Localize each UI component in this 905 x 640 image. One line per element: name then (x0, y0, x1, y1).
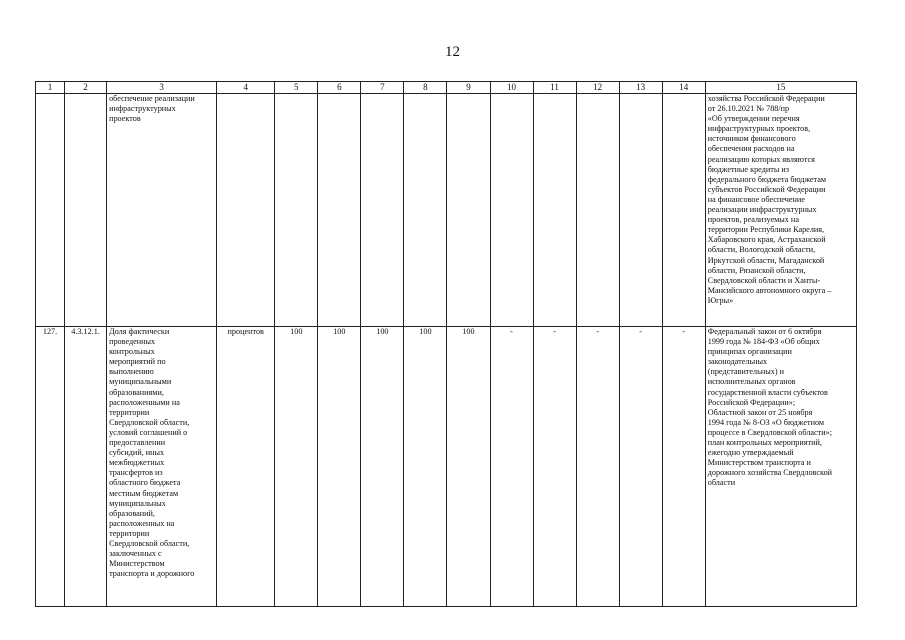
column-header: 4 (217, 82, 275, 94)
value-cell: - (619, 327, 662, 607)
column-header: 6 (318, 82, 361, 94)
unit-cell: процентов (217, 327, 275, 607)
indicator-table (35, 81, 857, 607)
value-cell (404, 94, 447, 327)
value-cell (662, 94, 705, 327)
value-cell: - (576, 327, 619, 607)
column-header: 9 (447, 82, 490, 94)
source-cell: хозяйства Российской Федерации от 26.10.2021 № 788/пр «Об утверждении перечня инфраструктурных проектов, источником финансового обеспечения расходов на реализацию которых являются бюджетные кредиты из федерального бюджета бюджетам субъектов Российской Федерации на финансовое обеспечение реализации инфраструктурных проектов, реализуемых на территории Республики Карелия, Хабаровского края, Астраханской области, Вологодской области, Иркутской области, Магаданской области, Рязанской области, Свердловской области и Ханты- Мансийского автономного округа – Югры» (705, 94, 856, 327)
value-cell: 100 (361, 327, 404, 607)
value-cell (619, 94, 662, 327)
column-header: 1 (36, 82, 65, 94)
column-header: 5 (275, 82, 318, 94)
header-row (36, 82, 857, 94)
column-header: 2 (65, 82, 107, 94)
column-header: 3 (107, 82, 217, 94)
value-cell (318, 94, 361, 327)
column-header: 13 (619, 82, 662, 94)
value-cell: - (662, 327, 705, 607)
unit-cell (217, 94, 275, 327)
table-row (36, 327, 857, 607)
column-header: 10 (490, 82, 533, 94)
value-cell (576, 94, 619, 327)
value-cell (533, 94, 576, 327)
value-cell: - (490, 327, 533, 607)
column-header: 7 (361, 82, 404, 94)
item-code-cell: 4.3.12.1. (65, 327, 107, 607)
value-cell (490, 94, 533, 327)
item-code-cell (65, 94, 107, 327)
row-number-cell: 127. (36, 327, 65, 607)
column-header: 11 (533, 82, 576, 94)
value-cell: 100 (447, 327, 490, 607)
column-header: 8 (404, 82, 447, 94)
source-cell: Федеральный закон от 6 октября 1999 года № 184-ФЗ «Об общих принципах организации законодательных (представительных) и исполнительных органов государственной власти субъектов Российской Федерации»; Областной закон от 25 ноября 1994 года № 8-ОЗ «О бюджетном процессе в Свердловской области»; план контрольных мероприятий, ежегодно утверждаемый Министерством транспорта и дорожного хозяйства Свердловской области (705, 327, 856, 607)
page-number: 12 (445, 44, 460, 60)
column-header: 15 (705, 82, 856, 94)
value-cell: 100 (318, 327, 361, 607)
value-cell (361, 94, 404, 327)
column-header: 12 (576, 82, 619, 94)
indicator-name-cell: обеспечение реализации инфраструктурных проектов (107, 94, 217, 327)
indicator-name-cell: Доля фактически проведенных контрольных мероприятий по выполнению муниципальными образованиями, расположенными на территории Свердловской области, условий соглашений о предоставлении субсидий, иных межбюджетных трансфертов из областного бюджета местным бюджетам муниципальных образований, расположенных на территории Свердловской области, заключенных с Министерством транспорта и дорожного (107, 327, 217, 607)
table-row (36, 94, 857, 327)
row-number-cell (36, 94, 65, 327)
value-cell: 100 (404, 327, 447, 607)
value-cell: 100 (275, 327, 318, 607)
column-header: 14 (662, 82, 705, 94)
value-cell: - (533, 327, 576, 607)
value-cell (275, 94, 318, 327)
value-cell (447, 94, 490, 327)
